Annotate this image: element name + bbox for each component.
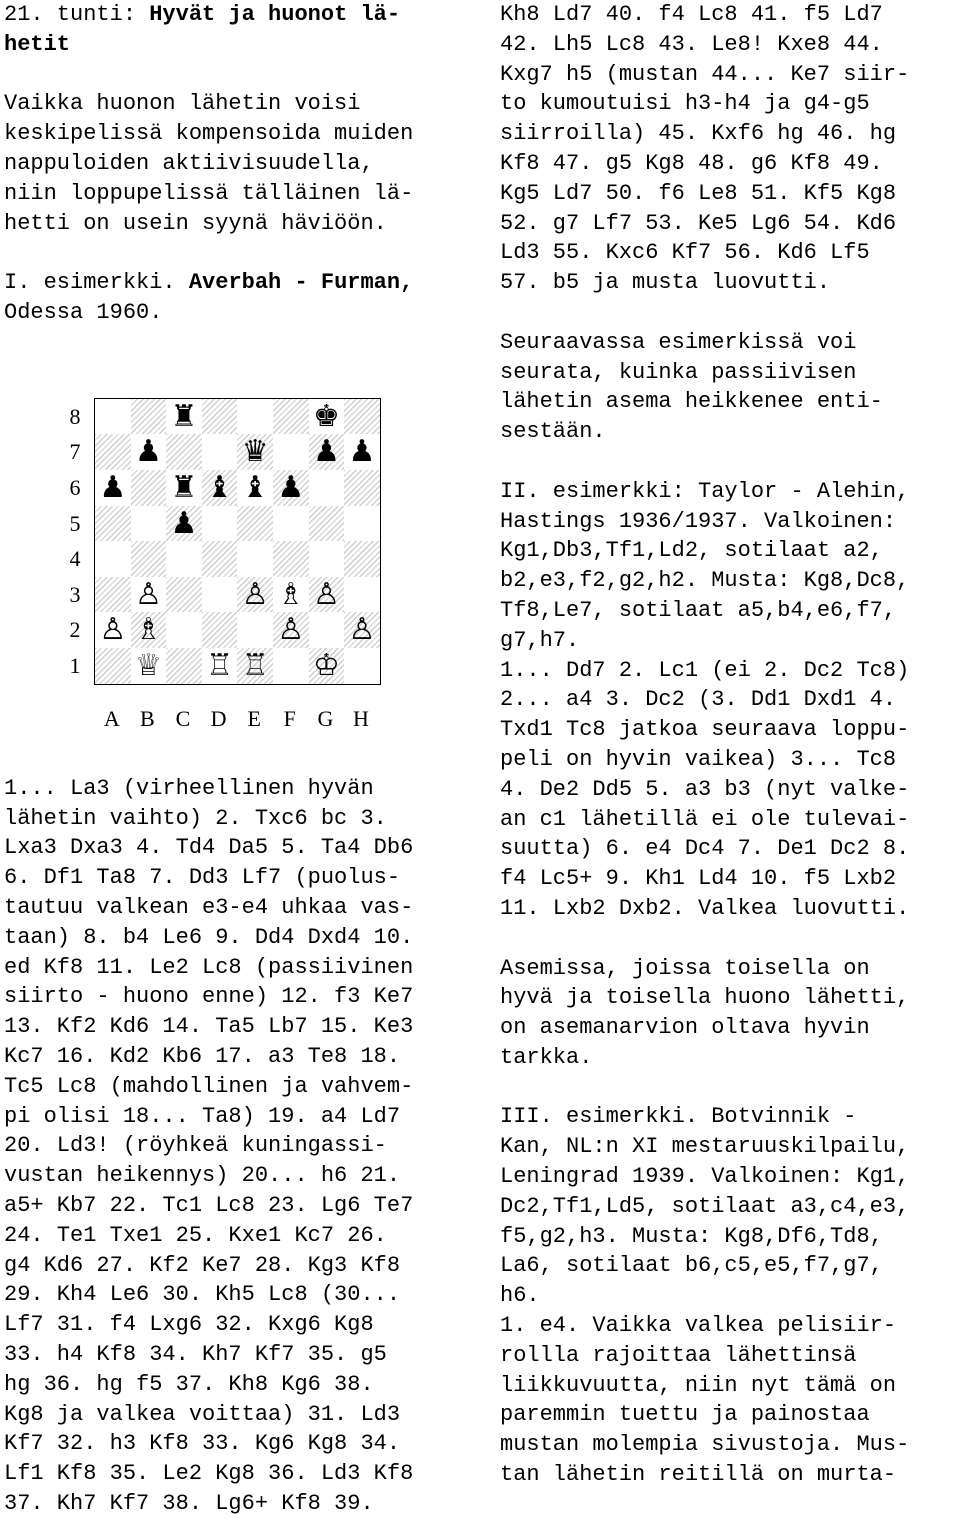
- board-square: [344, 470, 380, 506]
- text-line: Seuraavassa esimerkissä voi: [500, 329, 857, 355]
- rank-label: 6: [69, 474, 81, 500]
- text-line: Kxg7 h5 (mustan 44... Ke7 siir-: [500, 61, 910, 87]
- file-label: B: [140, 705, 155, 731]
- text-line: Kh8 Ld7 40. f4 Lc8 41. f5 Ld7: [500, 2, 883, 27]
- example1-heading: [4, 268, 478, 298]
- board-square: [344, 648, 380, 684]
- text-line: on asemanarvion oltava hyvin: [500, 1015, 870, 1041]
- text-line: mustan molempia sivustoja. Mus-: [500, 1432, 910, 1458]
- text-line: 1... Dd7 2. Lc1 (ei 2. Dc2 Tc8): [500, 657, 910, 683]
- chess-diagram: [4, 328, 478, 774]
- board-square: [344, 541, 380, 577]
- text-line: 42. Lh5 Lc8 43. Le8! Kxe8 44.: [500, 31, 883, 57]
- text-line: Kg8 ja valkea voittaa) 31. Ld3: [4, 1401, 401, 1427]
- text-line: Lxa3 Dxa3 4. Td4 Da5 5. Ta4 Db6: [4, 835, 414, 861]
- board-square: [95, 541, 131, 577]
- board-square: [344, 577, 380, 613]
- example1-moves-continued: [500, 0, 956, 298]
- text-line: Kg1,Db3,Tf1,Ld2, sotilaat a2,: [500, 538, 883, 564]
- text-line: g7,h7.: [500, 627, 580, 653]
- text-line: Ld3 55. Kxc6 Kf7 56. Kd6 Lf5: [500, 240, 870, 266]
- chess-piece-b3: ♙: [134, 576, 162, 612]
- board-square: [202, 577, 238, 613]
- text-line: Lf7 31. f4 Lxg6 32. Kxg6 Kg8: [4, 1312, 374, 1338]
- file-label: G: [317, 705, 334, 731]
- text-line: lähetin vaihto) 2. Txc6 bc 3.: [4, 805, 387, 831]
- text-line: La6, sotilaat b6,c5,e5,f7,g7,: [500, 1253, 883, 1279]
- board-square: [202, 399, 238, 435]
- text-line: 2... a4 3. Dc2 (3. Dd1 Dxd1 4.: [500, 687, 897, 713]
- chess-piece-e1: ♖: [241, 647, 269, 683]
- text-line: niin loppupelissä tälläinen lä-: [4, 180, 414, 206]
- board-square: [131, 541, 167, 577]
- example1-players: Averbah - Furman,: [188, 270, 414, 296]
- board-square: [202, 612, 238, 648]
- text-line: pi olisi 18... Ta8) 19. a4 Ld7: [4, 1103, 401, 1129]
- chess-piece-a2: ♙: [99, 612, 127, 648]
- text-line: f4 Lc5+ 9. Kh1 Ld4 10. f5 Lxb2: [500, 866, 897, 892]
- text-line: suutta) 6. e4 Dc4 7. De1 Dc2 8.: [500, 836, 910, 862]
- text-line: liikkuvuutta, niin nyt tämä on: [500, 1372, 897, 1398]
- chess-piece-a6: ♟: [99, 469, 127, 505]
- rank-label: 5: [69, 510, 81, 536]
- text-line: Kf7 32. h3 Kf8 33. Kg6 Kg8 34.: [4, 1431, 401, 1457]
- text-line: Kf8 47. g5 Kg8 48. g6 Kf8 49.: [500, 150, 883, 176]
- rank-label: 3: [69, 581, 81, 607]
- rank-label: 7: [69, 439, 81, 465]
- rank-label: 4: [69, 546, 81, 572]
- file-label: H: [353, 705, 369, 731]
- text-line: Kc7 16. Kd2 Kb6 17. a3 Te8 18.: [4, 1043, 401, 1069]
- board-square: [309, 541, 345, 577]
- board-square: [309, 506, 345, 542]
- text-line: 20. Ld3! (röyhkeä kuningassi-: [4, 1133, 387, 1159]
- board-square: [202, 506, 238, 542]
- board-square: [95, 434, 131, 470]
- text-line: lähetin asema heikkenee enti-: [500, 389, 883, 415]
- board-square: [202, 541, 238, 577]
- file-label: C: [175, 705, 191, 731]
- text-line: 52. g7 Lf7 53. Ke5 Lg6 54. Kd6: [500, 210, 897, 236]
- board-square: [131, 399, 167, 435]
- text-line: Kan, NL:n XI mestaruuskilpailu,: [500, 1134, 910, 1160]
- board-square: [166, 577, 202, 613]
- chapter-title: [4, 0, 478, 30]
- chess-piece-d1: ♖: [206, 647, 234, 683]
- rank-label: 2: [69, 617, 81, 643]
- transition-paragraph: [500, 328, 956, 447]
- example2: [500, 477, 956, 924]
- chess-board: [94, 398, 381, 685]
- text-line: tarkka.: [500, 1044, 593, 1070]
- text-line: peli on hyvin vaikea) 3... Tc8: [500, 746, 897, 772]
- text-line: hetti on usein syynä häviöön.: [4, 210, 387, 236]
- text-line: 1. e4. Vaikka valkea pelisiir-: [500, 1313, 897, 1339]
- text-line: to kumoutuisi h3-h4 ja g4-g5: [500, 91, 870, 117]
- board-square: [273, 506, 309, 542]
- board-square: [131, 470, 167, 506]
- chess-piece-f2: ♙: [277, 612, 305, 648]
- text-line: siirroilla) 45. Kxf6 hg 46. hg: [500, 121, 897, 147]
- intro-paragraph: [4, 89, 478, 238]
- text-line: 13. Kf2 Kd6 14. Ta5 Lb7 15. Ke3: [4, 1014, 414, 1040]
- chess-piece-h2: ♙: [348, 612, 376, 648]
- text-line: h6.: [500, 1283, 540, 1309]
- chess-piece-h7: ♟: [348, 434, 376, 470]
- left-column: [4, 0, 478, 1519]
- chess-piece-c8: ♜: [170, 398, 198, 434]
- text-line: nappuloiden aktiivisuudella,: [4, 150, 374, 176]
- text-line: 57. b5 ja musta luovutti.: [500, 270, 831, 296]
- text-line: hg 36. hg f5 37. Kh8 Kg6 38.: [4, 1371, 374, 1397]
- text-line: g4 Kd6 27. Kf2 Ke7 28. Kg3 Kf8: [4, 1252, 401, 1278]
- text-line: Dc2,Tf1,Ld5, sotilaat a3,c4,e3,: [500, 1193, 910, 1219]
- text-line: seurata, kuinka passiivisen: [500, 359, 857, 385]
- board-square: [237, 399, 273, 435]
- text-line: rollla rajoittaa lähettinsä: [500, 1342, 857, 1368]
- board-square: [237, 506, 273, 542]
- chess-piece-e3: ♙: [241, 576, 269, 612]
- chess-piece-g1: ♔: [312, 647, 340, 683]
- file-label: A: [103, 705, 120, 731]
- text-line: an c1 lähetillä ei ole tulevai-: [500, 806, 910, 832]
- text-line: Lf1 Kf8 35. Le2 Kg8 36. Ld3 Kf8: [4, 1461, 414, 1487]
- chess-piece-b1: ♕: [134, 647, 162, 683]
- chess-piece-f6: ♟: [277, 469, 305, 505]
- chess-piece-f3: ♗: [277, 576, 305, 612]
- board-square: [166, 434, 202, 470]
- board-square: [95, 399, 131, 435]
- rank-label: 8: [69, 403, 81, 429]
- chess-piece-b7: ♟: [134, 434, 162, 470]
- text-line: tautuu valkean e3-e4 uhkaa vas-: [4, 894, 414, 920]
- chess-piece-g7: ♟: [312, 434, 340, 470]
- board-square: [237, 612, 273, 648]
- text-line: keskipelissä kompensoida muiden: [4, 121, 414, 147]
- chapter-number: 21. tunti:: [4, 2, 150, 27]
- text-line: 33. h4 Kf8 34. Kh7 Kf7 35. g5: [4, 1341, 387, 1367]
- text-line: vustan heikennys) 20... h6 21.: [4, 1163, 401, 1189]
- rank-label: 1: [69, 652, 81, 678]
- text-line: 24. Te1 Txe1 25. Kxe1 Kc7 26.: [4, 1222, 387, 1248]
- text-line: Vaikka huonon lähetin voisi: [4, 91, 361, 117]
- board-square: [344, 399, 380, 435]
- example3-heading: III. esimerkki. Botvinnik -: [500, 1104, 857, 1130]
- text-line: Kg5 Ld7 50. f6 Le8 51. Kf5 Kg8: [500, 180, 897, 206]
- text-line: b2,e3,f2,g2,h2. Musta: Kg8,Dc8,: [500, 568, 910, 594]
- file-label: E: [247, 705, 261, 731]
- board-square: [273, 541, 309, 577]
- text-line: Tf8,Le7, sotilaat a5,b4,e6,f7,: [500, 597, 897, 623]
- board-square: [166, 648, 202, 684]
- chess-piece-d6: ♝: [206, 469, 234, 505]
- text-line: hyvä ja toisella huono lähetti,: [500, 985, 910, 1011]
- chess-piece-b2: ♗: [134, 612, 162, 648]
- text-line: tan lähetin reitillä on murta-: [500, 1462, 897, 1488]
- board-square: [166, 612, 202, 648]
- right-column: [500, 0, 956, 1490]
- board-square: [273, 434, 309, 470]
- chess-piece-e6: ♝: [241, 469, 269, 505]
- example1-place: Odessa 1960.: [4, 299, 163, 325]
- text-line: 11. Lxb2 Dxb2. Valkea luovutti.: [500, 895, 910, 921]
- chess-piece-c5: ♟: [170, 505, 198, 541]
- file-label: D: [210, 705, 227, 731]
- chess-piece-g3: ♙: [312, 576, 340, 612]
- text-line: sestään.: [500, 419, 606, 445]
- text-line: Txd1 Tc8 jatkoa seuraava loppu-: [500, 717, 910, 743]
- text-line: 4. De2 Dd5 5. a3 b3 (nyt valke-: [500, 776, 910, 802]
- board-square: [309, 612, 345, 648]
- chapter-title-line2: hetit: [4, 31, 71, 57]
- board-square: [131, 506, 167, 542]
- file-label: F: [283, 705, 296, 731]
- board-square: [309, 470, 345, 506]
- chess-piece-e7: ♛: [241, 434, 269, 470]
- text-line: taan) 8. b4 Le6 9. Dd4 Dxd4 10.: [4, 924, 414, 950]
- chapter-topic: Hyvät ja huonot lä-: [149, 2, 401, 27]
- board-square: [273, 648, 309, 684]
- board-square: [95, 577, 131, 613]
- text-line: 1... La3 (virheellinen hyvän: [4, 775, 374, 801]
- text-line: paremmin tuettu ja painostaa: [500, 1402, 870, 1428]
- text-line: Asemissa, joissa toisella on: [500, 955, 870, 981]
- board-square: [273, 399, 309, 435]
- board-square: [166, 541, 202, 577]
- example3: [500, 1102, 956, 1489]
- board-square: [95, 506, 131, 542]
- example2-heading: II. esimerkki: Taylor - Alehin,: [500, 478, 910, 504]
- text-line: Hastings 1936/1937. Valkoinen:: [500, 508, 897, 534]
- board-square: [202, 434, 238, 470]
- chess-piece-c6: ♜: [170, 469, 198, 505]
- board-square: [95, 648, 131, 684]
- assessment-paragraph: [500, 954, 956, 1073]
- example1-label: I. esimerkki.: [4, 270, 189, 296]
- text-line: a5+ Kb7 22. Tc1 Lc8 23. Lg6 Te7: [4, 1192, 414, 1218]
- text-line: 29. Kh4 Le6 30. Kh5 Lc8 (30...: [4, 1282, 401, 1308]
- board-square: [344, 506, 380, 542]
- text-line: Tc5 Lc8 (mahdollinen ja vahvem-: [4, 1073, 414, 1099]
- board-square: [237, 541, 273, 577]
- example1-moves: [4, 774, 478, 1519]
- text-line: siirto - huono enne) 12. f3 Ke7: [4, 984, 414, 1010]
- text-line: ed Kf8 11. Le2 Lc8 (passiivinen: [4, 954, 414, 980]
- chess-piece-g8: ♚: [312, 398, 340, 434]
- text-line: 6. Df1 Ta8 7. Dd3 Lf7 (puolus-: [4, 865, 401, 891]
- text-line: 37. Kh7 Kf7 38. Lg6+ Kf8 39.: [4, 1490, 374, 1516]
- text-line: Leningrad 1939. Valkoinen: Kg1,: [500, 1164, 910, 1190]
- text-line: f5,g2,h3. Musta: Kg8,Df6,Td8,: [500, 1223, 883, 1249]
